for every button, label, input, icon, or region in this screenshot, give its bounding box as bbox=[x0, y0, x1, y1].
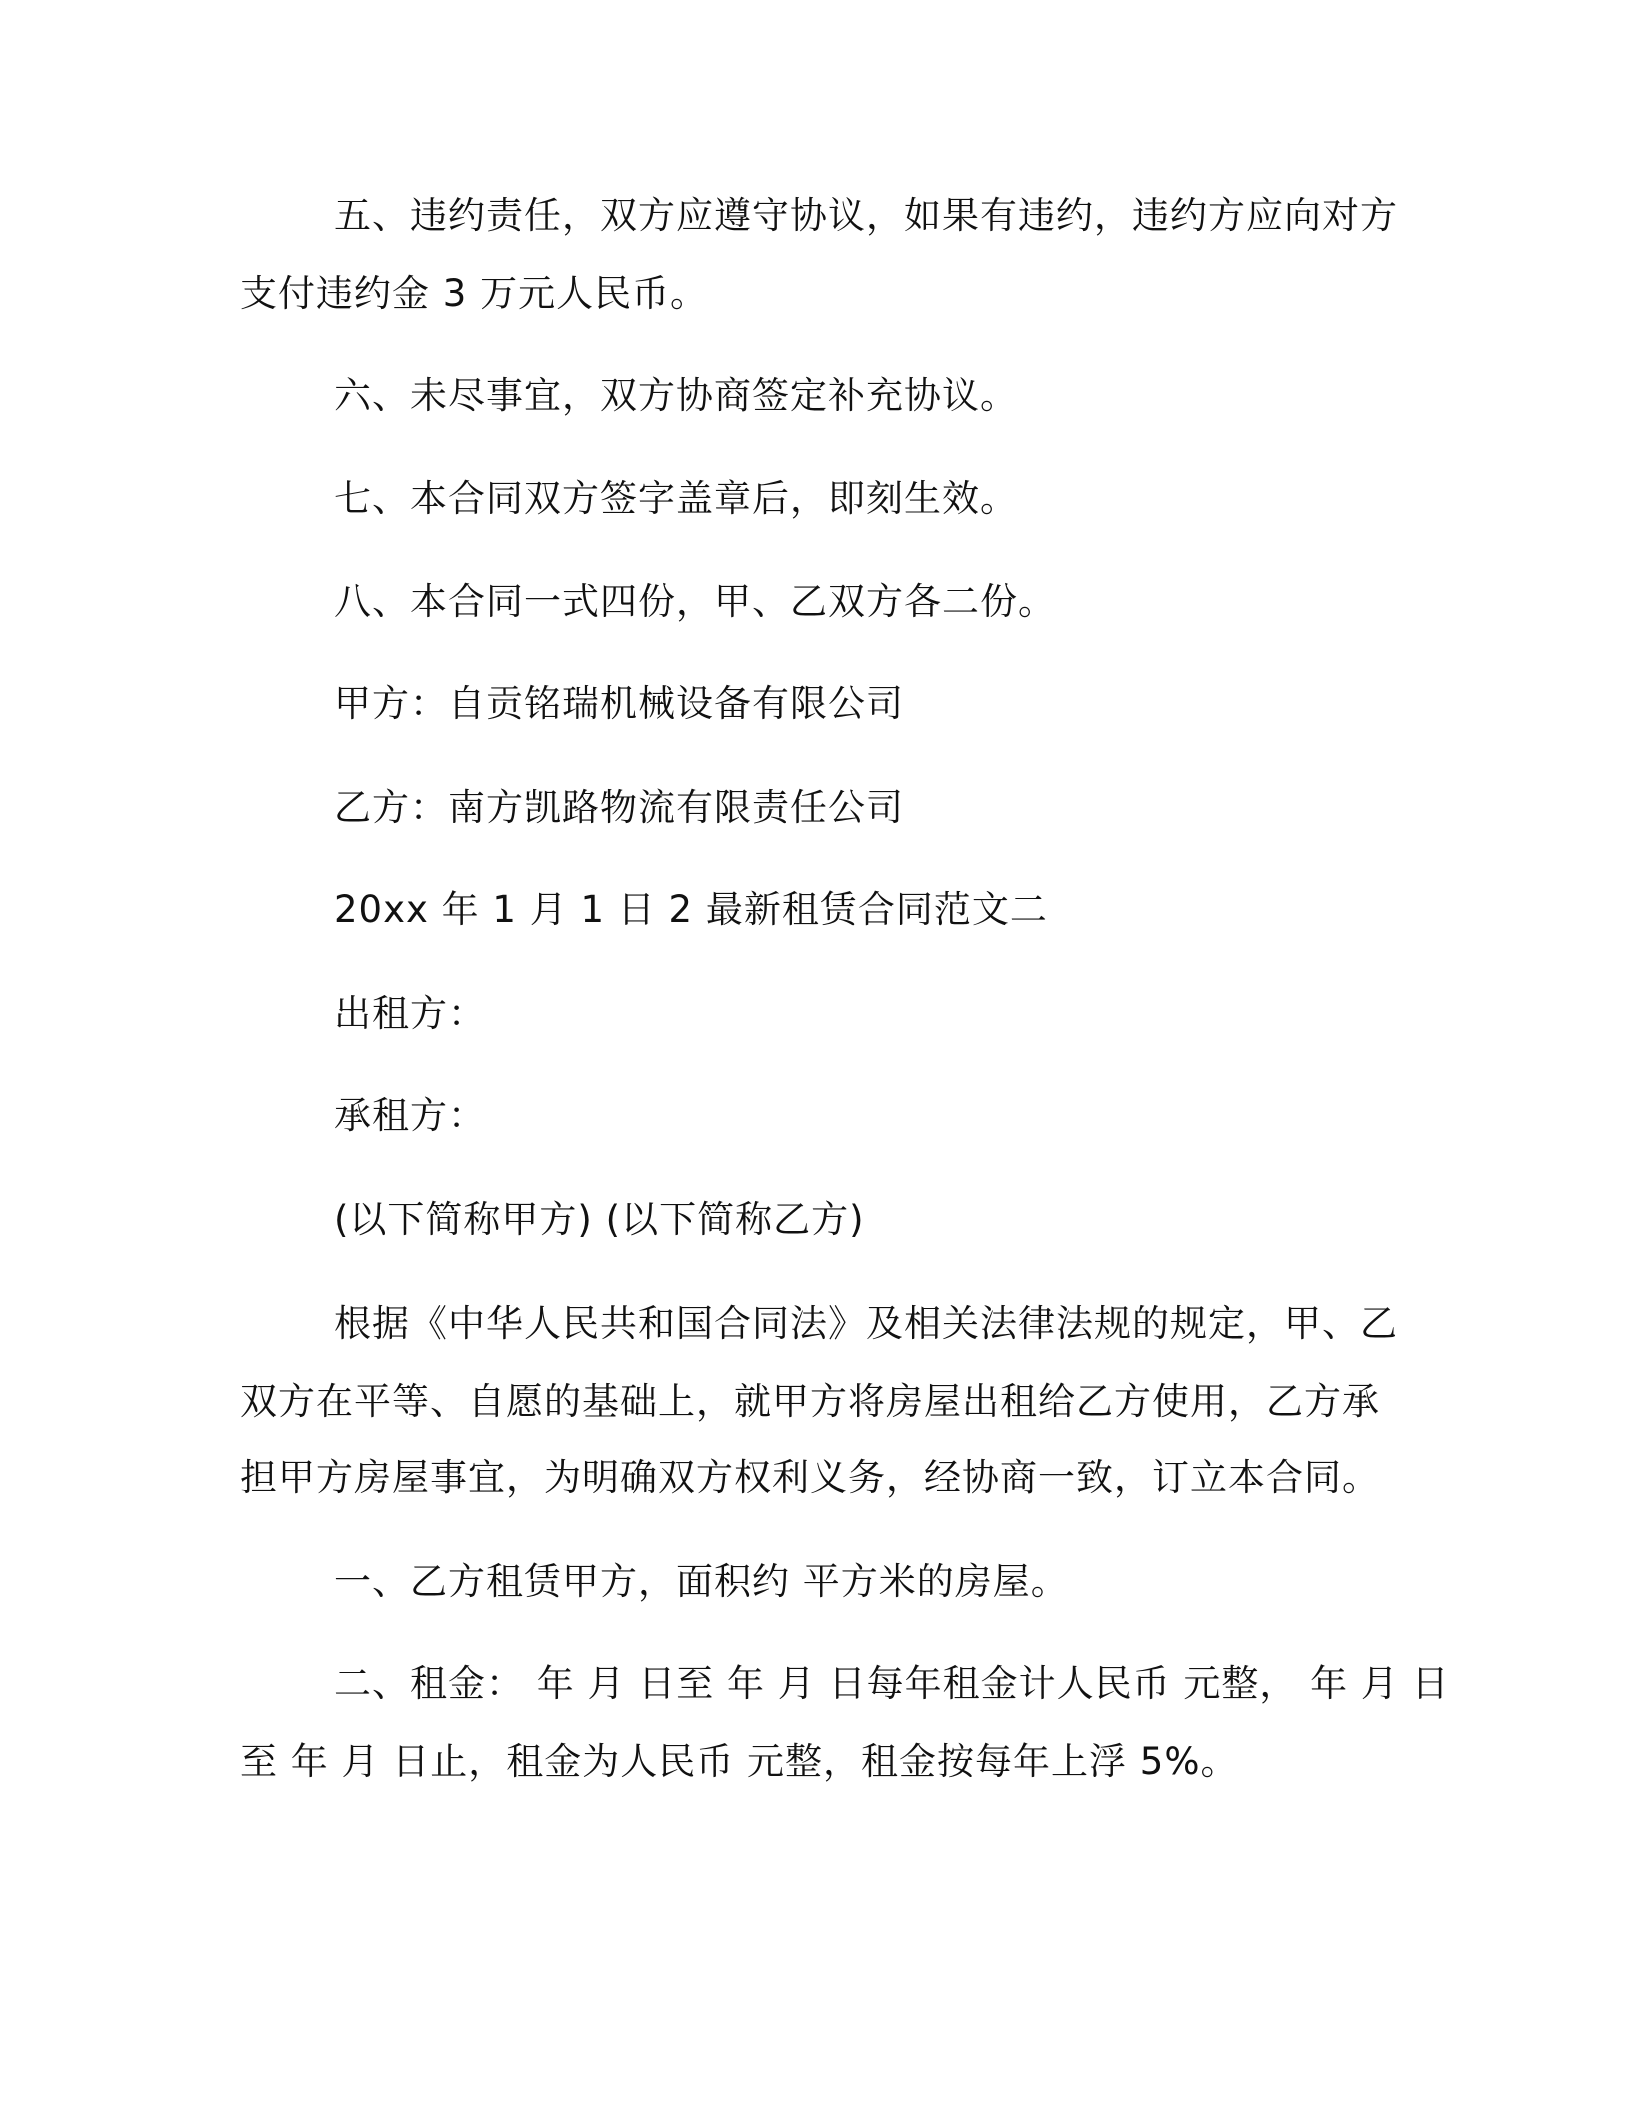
party-a: 甲方：自贡铭瑞机械设备有限公司 bbox=[334, 682, 904, 725]
clause-7: 七、本合同双方签字盖章后，即刻生效。 bbox=[334, 477, 1018, 520]
clause-5-line-1: 五、违约责任，双方应遵守协议，如果有违约，违约方应向对方 bbox=[334, 194, 1398, 237]
article-2-line-2: 至 年 月 日止，租金为人民币 元整，租金按每年上浮 5%。 bbox=[240, 1740, 1239, 1783]
lessor-label: 出租方： bbox=[334, 992, 486, 1035]
clause-6: 六、未尽事宜，双方协商签定补充协议。 bbox=[334, 374, 1018, 417]
preamble-line-1: 根据《中华人民共和国合同法》及相关法律法规的规定，甲、乙 bbox=[334, 1302, 1398, 1345]
article-2-line-1: 二、租金： 年 月 日至 年 月 日每年租金计人民币 元整， 年 月 日 bbox=[334, 1662, 1450, 1705]
date-and-title: 20xx 年 1 月 1 日 2 最新租赁合同范文二 bbox=[334, 888, 1048, 931]
clause-8: 八、本合同一式四份，甲、乙双方各二份。 bbox=[334, 580, 1056, 623]
article-1: 一、乙方租赁甲方，面积约 平方米的房屋。 bbox=[334, 1560, 1069, 1603]
preamble-line-3: 担甲方房屋事宜，为明确双方权利义务，经协商一致，订立本合同。 bbox=[240, 1456, 1380, 1499]
clause-5-line-2: 支付违约金 3 万元人民币。 bbox=[240, 272, 709, 315]
abbreviation-note: (以下简称甲方) (以下简称乙方) bbox=[334, 1198, 865, 1241]
preamble-line-2: 双方在平等、自愿的基础上，就甲方将房屋出租给乙方使用，乙方承 bbox=[240, 1380, 1380, 1423]
party-b: 乙方：南方凯路物流有限责任公司 bbox=[334, 786, 904, 829]
lessee-label: 承租方： bbox=[334, 1094, 486, 1137]
